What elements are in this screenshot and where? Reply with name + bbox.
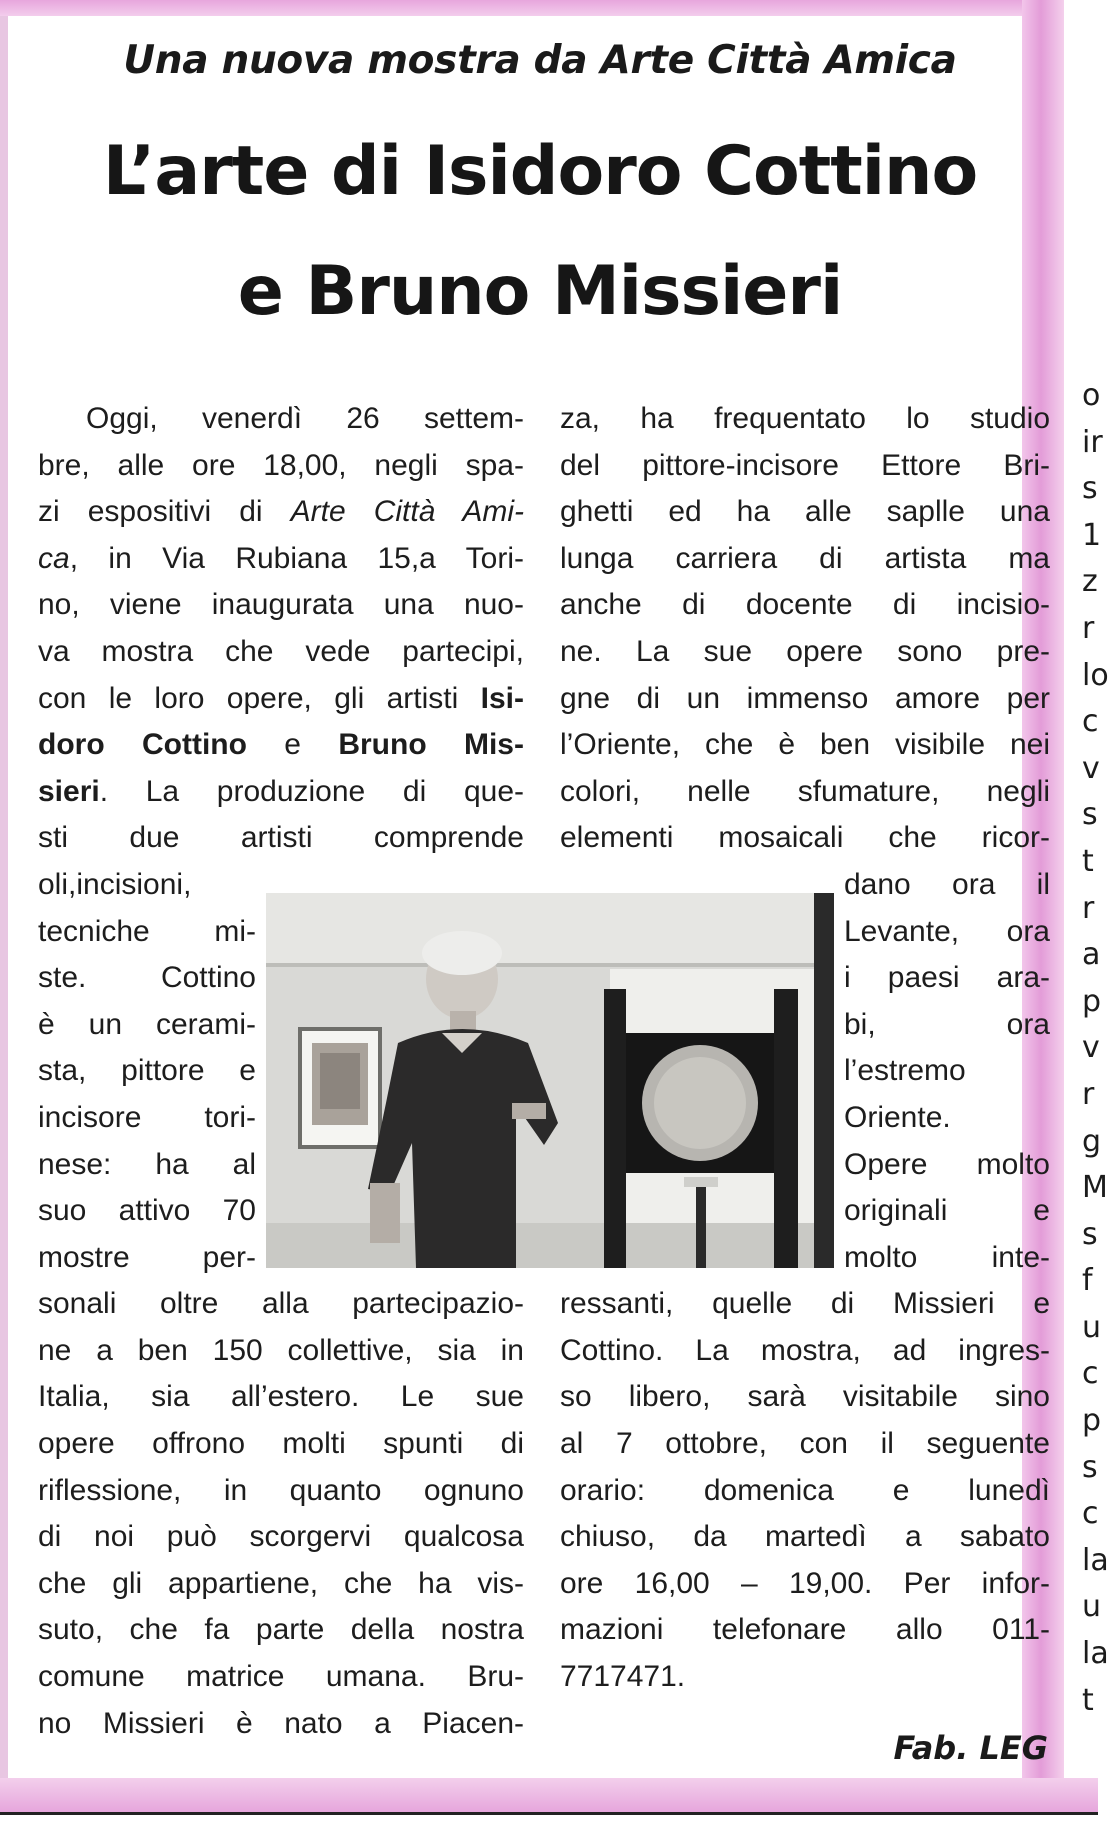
column-left-line bbox=[38, 1188, 256, 1235]
neighbor-fragment: r bbox=[1082, 610, 1095, 646]
text-segment: con le loro opere, gli artisti bbox=[38, 681, 481, 715]
column-right-line: dano ora il bbox=[844, 867, 1050, 901]
text-segment: comune matrice umana. Bru- bbox=[38, 1660, 524, 1694]
text-segment: . La produzione di que- bbox=[99, 774, 524, 808]
column-left-line bbox=[38, 1142, 256, 1189]
column-left-line bbox=[38, 536, 524, 583]
neighbor-fragment: s bbox=[1082, 797, 1098, 833]
column-right-line: ore 16,00 – 19,00. Per infor- bbox=[560, 1566, 1050, 1600]
column-right-line: l’estremo bbox=[844, 1054, 966, 1088]
column-right-line: Oriente. bbox=[844, 1100, 951, 1134]
column-left-line bbox=[38, 1002, 256, 1049]
neighbor-fragment: M bbox=[1082, 1170, 1108, 1206]
column-right-line: Cottino. La mostra, ad ingres- bbox=[560, 1333, 1050, 1367]
column-left-line bbox=[38, 1514, 524, 1561]
neighbor-fragment: la bbox=[1082, 1542, 1109, 1578]
neighbor-fragment: t bbox=[1082, 843, 1094, 879]
text-segment: no Missieri è nato a Piacen- bbox=[38, 1706, 524, 1740]
neighbor-fragment: s bbox=[1082, 1216, 1098, 1252]
column-right-line: mazioni telefonare allo 011- bbox=[560, 1613, 1050, 1647]
column-right-line: al 7 ottobre, con il seguente bbox=[560, 1427, 1050, 1461]
neighbor-fragment: t bbox=[1082, 1682, 1094, 1718]
column-left-line bbox=[38, 1048, 256, 1095]
column-right-line: Opere molto bbox=[844, 1147, 1050, 1181]
text-segment: Isi- bbox=[480, 681, 524, 715]
text-segment: sti due artisti comprende bbox=[38, 821, 524, 855]
article-kicker: Una nuova mostra da Arte Città Amica bbox=[123, 38, 957, 83]
text-segment: tecniche mi- bbox=[38, 914, 256, 948]
article-byline: Fab. LEG bbox=[893, 1729, 1048, 1767]
text-segment: suo attivo 70 bbox=[38, 1194, 256, 1228]
text-segment: sta, pittore e bbox=[38, 1054, 256, 1088]
column-right-line: 7717471. bbox=[560, 1660, 686, 1694]
column-right-line: za, ha frequentato lo studio bbox=[560, 402, 1050, 435]
text-segment: , in Via Rubiana 15,a Tori- bbox=[69, 541, 524, 575]
neighbor-fragment: r bbox=[1082, 890, 1095, 926]
neighbor-fragment: c bbox=[1082, 1356, 1099, 1392]
column-left-line bbox=[38, 629, 524, 676]
text-segment: mostre per- bbox=[38, 1240, 256, 1274]
neighbor-fragment: u bbox=[1082, 1589, 1102, 1625]
column-right-line: molto inte- bbox=[844, 1240, 1050, 1274]
column-left-line bbox=[38, 1421, 524, 1468]
column-right-line: i paesi ara- bbox=[844, 961, 1050, 995]
neighbor-fragment: g bbox=[1082, 1123, 1102, 1159]
neighbor-fragment: c bbox=[1082, 704, 1099, 740]
column-right-line: bi, ora bbox=[844, 1007, 1050, 1041]
framed-picture-icon bbox=[300, 1029, 380, 1147]
column-right-line: l’Oriente, che è ben visibile nei bbox=[560, 728, 1050, 762]
neighbor-fragment: z bbox=[1082, 564, 1098, 600]
column-left-line bbox=[38, 1561, 524, 1608]
column-left-line bbox=[38, 676, 524, 723]
text-segment: che gli appartiene, che ha vis- bbox=[38, 1566, 524, 1600]
neighbor-fragment: s bbox=[1082, 471, 1098, 507]
neighbor-fragment: lo bbox=[1082, 657, 1109, 693]
article-headline bbox=[60, 112, 1020, 352]
column-left-line bbox=[38, 722, 524, 769]
headline-line: e Bruno Missieri bbox=[237, 252, 843, 331]
text-segment: Oggi, venerdì 26 settem- bbox=[86, 402, 524, 435]
column-left-line bbox=[38, 815, 524, 862]
text-segment: bre, alle ore 18,00, negli spa- bbox=[38, 448, 524, 482]
column-right-line: anche di docente di incisio- bbox=[560, 588, 1050, 622]
column-right-line: chiuso, da martedì a sabato bbox=[560, 1520, 1050, 1554]
text-segment: Italia, sia all’estero. Le sue bbox=[38, 1380, 524, 1414]
text-segment: va mostra che vede partecipi, bbox=[38, 634, 524, 668]
neighbor-fragment: v bbox=[1082, 750, 1100, 786]
column-left-line bbox=[38, 1654, 524, 1701]
neighbor-fragment: 1 bbox=[1082, 517, 1102, 553]
column-left-line bbox=[38, 443, 524, 490]
text-segment: no, viene inaugurata una nuo- bbox=[38, 588, 524, 622]
text-segment: opere offrono molti spunti di bbox=[38, 1427, 524, 1461]
column-left-line bbox=[38, 582, 524, 629]
column-left-line bbox=[38, 489, 524, 536]
text-segment: sieri bbox=[38, 774, 100, 808]
column-right-line: colori, nelle sfumature, negli bbox=[560, 774, 1050, 808]
neighbor-fragment: u bbox=[1082, 1309, 1102, 1345]
column-right-line: lunga carriera di artista ma bbox=[560, 541, 1050, 575]
column-right-line: ghetti ed ha alle saplle una bbox=[560, 495, 1050, 529]
headline-line: L’arte di Isidoro Cottino bbox=[102, 132, 978, 211]
article-photo bbox=[266, 893, 834, 1268]
text-segment: Bruno Mis- bbox=[338, 728, 524, 762]
text-segment: riflessione, in quanto ognuno bbox=[38, 1473, 524, 1507]
neighbor-fragment: p bbox=[1082, 983, 1102, 1019]
column-right-line: orario: domenica e lunedì bbox=[560, 1473, 1050, 1507]
column-left-line bbox=[38, 1235, 256, 1282]
neighbor-fragment: la bbox=[1082, 1636, 1109, 1672]
column-left-line bbox=[38, 769, 524, 816]
text-segment: Arte Città Ami- bbox=[290, 495, 524, 529]
column-left-line bbox=[38, 955, 256, 1002]
neighbor-fragment: c bbox=[1082, 1496, 1099, 1532]
text-segment: di noi può scorgervi qualcosa bbox=[38, 1520, 524, 1554]
text-segment: e bbox=[246, 728, 339, 762]
text-segment: ne a ben 150 collettive, sia in bbox=[38, 1333, 524, 1367]
neighbor-fragment: a bbox=[1082, 937, 1101, 973]
neighbor-column-fragment bbox=[1082, 0, 1109, 1832]
column-left-line bbox=[38, 909, 256, 956]
text-segment: doro Cottino bbox=[38, 728, 247, 762]
column-left-line bbox=[38, 1701, 524, 1748]
text-segment: è un cerami- bbox=[38, 1007, 256, 1041]
artist-photo-illustration bbox=[266, 893, 834, 1268]
column-right-line: so libero, sarà visitabile sino bbox=[560, 1380, 1050, 1414]
neighbor-fragment: s bbox=[1082, 1449, 1098, 1485]
neighbor-fragment: o bbox=[1082, 378, 1101, 413]
column-right-line: Levante, ora bbox=[844, 914, 1050, 948]
column-right-line: elementi mosaicali che ricor- bbox=[560, 821, 1050, 855]
column-right-line: originali e bbox=[844, 1194, 1050, 1228]
column-left-line bbox=[38, 1374, 524, 1421]
neighbor-fragment: f bbox=[1082, 1263, 1093, 1299]
column-left-line bbox=[38, 1095, 256, 1142]
text-segment: incisore tori- bbox=[38, 1100, 256, 1134]
column-right-line: gne di un immenso amore per bbox=[560, 681, 1050, 715]
column-left-line bbox=[38, 396, 524, 443]
text-segment: ste. Cottino bbox=[38, 961, 256, 995]
neighbor-fragment: ir bbox=[1082, 424, 1103, 460]
text-segment: ca bbox=[38, 541, 70, 575]
bottom-rule bbox=[0, 1812, 1098, 1835]
text-segment: nese: ha al bbox=[38, 1147, 256, 1181]
column-right-line: ne. La sue opere sono pre- bbox=[560, 634, 1050, 668]
text-segment: zi espositivi di bbox=[38, 495, 291, 529]
column-left-line bbox=[38, 1328, 524, 1375]
column-left-line bbox=[38, 1468, 524, 1515]
text-segment: oli,incisioni, bbox=[38, 867, 192, 901]
neighbor-fragment: p bbox=[1082, 1403, 1102, 1439]
page-edge bbox=[0, 0, 8, 1832]
column-right-line: ressanti, quelle di Missieri e bbox=[560, 1287, 1050, 1321]
column-left-line bbox=[38, 862, 256, 909]
neighbor-fragment: v bbox=[1082, 1030, 1100, 1066]
neighbor-spacer bbox=[1082, 0, 1098, 373]
text-segment: sonali oltre alla partecipazio- bbox=[38, 1287, 524, 1321]
highlighter-mark-top bbox=[0, 0, 1060, 16]
column-left-line bbox=[38, 1281, 524, 1328]
column-left-line bbox=[38, 1607, 524, 1654]
column-right-line: del pittore-incisore Ettore Bri- bbox=[560, 448, 1050, 482]
text-segment: suto, che fa parte della nostra bbox=[38, 1613, 524, 1647]
highlighter-mark-bottom bbox=[0, 1778, 1098, 1812]
neighbor-fragment: r bbox=[1082, 1076, 1095, 1112]
